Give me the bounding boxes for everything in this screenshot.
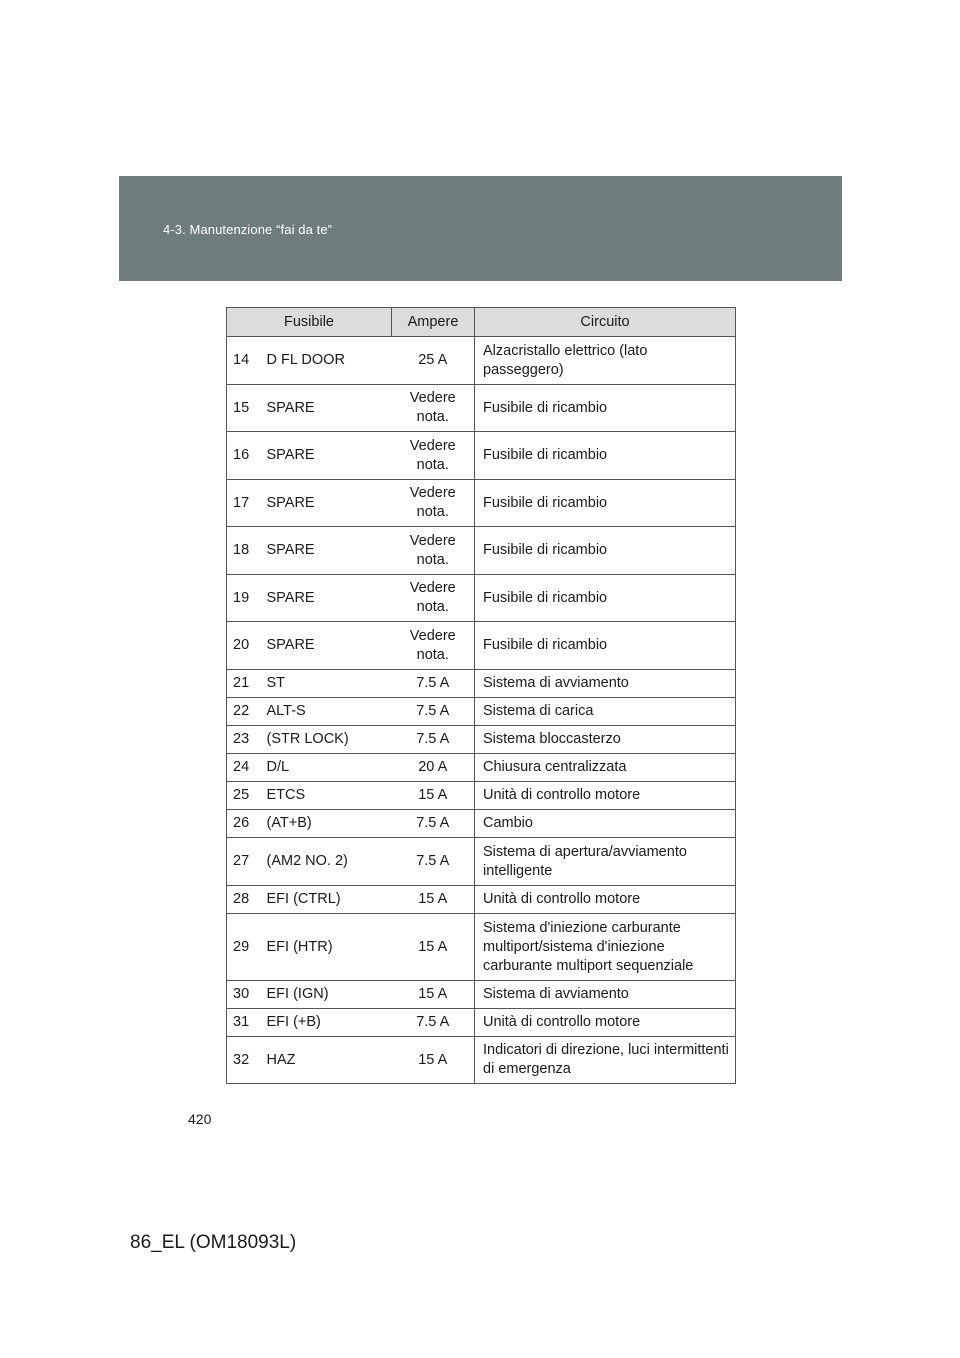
fuse-number-cell: 29 [227, 914, 263, 981]
fuse-name-cell: SPARE [263, 622, 392, 670]
fuse-name-cell: ALT-S [263, 698, 392, 726]
circuit-cell: Cambio [475, 810, 736, 838]
column-header-fusibile: Fusibile [227, 308, 392, 337]
fuse-name-cell: ETCS [263, 782, 392, 810]
table-row [227, 337, 736, 385]
table-row [227, 670, 736, 698]
fuse-number-cell: 24 [227, 754, 263, 782]
ampere-cell: 15 A [392, 981, 475, 1009]
ampere-cell: 20 A [392, 754, 475, 782]
table-row [227, 981, 736, 1009]
table-row [227, 838, 736, 886]
circuit-cell: Sistema di avviamento [475, 670, 736, 698]
ampere-cell: Vedere nota. [392, 527, 475, 575]
circuit-cell: Fusibile di ricambio [475, 622, 736, 670]
column-header-circuito: Circuito [475, 308, 736, 337]
ampere-cell: 15 A [392, 886, 475, 914]
circuit-cell: Sistema bloccasterzo [475, 726, 736, 754]
fuse-number-cell: 27 [227, 838, 263, 886]
table-row [227, 1037, 736, 1084]
table-row [227, 782, 736, 810]
fuse-name-cell: D FL DOOR [263, 337, 392, 385]
circuit-cell: Sistema di carica [475, 698, 736, 726]
circuit-cell: Alzacristallo elettrico (lato passeggero) [475, 337, 736, 385]
table-row [227, 432, 736, 480]
table-header-row [227, 308, 736, 337]
table-row [227, 886, 736, 914]
fuse-name-cell: SPARE [263, 480, 392, 527]
table-row [227, 1009, 736, 1037]
circuit-cell: Fusibile di ricambio [475, 480, 736, 527]
fuse-number-cell: 18 [227, 527, 263, 575]
fuse-number-cell: 23 [227, 726, 263, 754]
ampere-cell: 7.5 A [392, 698, 475, 726]
ampere-cell: 25 A [392, 337, 475, 385]
circuit-cell: Sistema di avviamento [475, 981, 736, 1009]
fuse-name-cell: EFI (+B) [263, 1009, 392, 1037]
circuit-cell: Unità di controllo motore [475, 886, 736, 914]
fuse-name-cell: EFI (CTRL) [263, 886, 392, 914]
circuit-cell: Sistema di apertura/avviamento intelligente [475, 838, 736, 886]
fuse-number-cell: 26 [227, 810, 263, 838]
ampere-cell: 7.5 A [392, 1009, 475, 1037]
table-row [227, 622, 736, 670]
section-header-band [119, 176, 842, 281]
ampere-cell: Vedere nota. [392, 575, 475, 622]
ampere-cell: 15 A [392, 914, 475, 981]
circuit-cell: Fusibile di ricambio [475, 575, 736, 622]
table-row [227, 527, 736, 575]
circuit-cell: Indicatori di direzione, luci intermittenti di emergenza [475, 1037, 736, 1084]
table-row [227, 698, 736, 726]
fuse-name-cell: SPARE [263, 575, 392, 622]
ampere-cell: 7.5 A [392, 810, 475, 838]
section-title: 4-3. Manutenzione “fai da te” [163, 222, 333, 237]
fuse-number-cell: 14 [227, 337, 263, 385]
table-body [227, 337, 736, 1084]
table-row [227, 726, 736, 754]
ampere-cell: 7.5 A [392, 670, 475, 698]
fuse-name-cell: ST [263, 670, 392, 698]
ampere-cell: 7.5 A [392, 838, 475, 886]
fuse-number-cell: 21 [227, 670, 263, 698]
fuse-number-cell: 30 [227, 981, 263, 1009]
circuit-cell: Unità di controllo motore [475, 782, 736, 810]
circuit-cell: Sistema d'iniezione carburante multiport/sistema d'iniezione carburante multiport sequenziale [475, 914, 736, 981]
fuse-name-cell: SPARE [263, 385, 392, 432]
fuse-number-cell: 28 [227, 886, 263, 914]
fuse-number-cell: 31 [227, 1009, 263, 1037]
circuit-cell: Fusibile di ricambio [475, 432, 736, 480]
fuse-number-cell: 22 [227, 698, 263, 726]
table-row [227, 914, 736, 981]
ampere-cell: 7.5 A [392, 726, 475, 754]
ampere-cell: Vedere nota. [392, 385, 475, 432]
fuse-name-cell: (AM2 NO. 2) [263, 838, 392, 886]
ampere-cell: 15 A [392, 1037, 475, 1084]
document-code: 86_EL (OM18093L) [130, 1232, 297, 1253]
fuse-number-cell: 15 [227, 385, 263, 432]
fuse-number-cell: 32 [227, 1037, 263, 1084]
table-row [227, 385, 736, 432]
circuit-cell: Fusibile di ricambio [475, 527, 736, 575]
fuse-name-cell: EFI (IGN) [263, 981, 392, 1009]
page-number: 420 [188, 1111, 212, 1127]
circuit-cell: Unità di controllo motore [475, 1009, 736, 1037]
fuse-name-cell: HAZ [263, 1037, 392, 1084]
fuse-name-cell: SPARE [263, 432, 392, 480]
ampere-cell: 15 A [392, 782, 475, 810]
fuse-table [226, 307, 736, 1084]
fuse-name-cell: D/L [263, 754, 392, 782]
fuse-name-cell: SPARE [263, 527, 392, 575]
table-row [227, 810, 736, 838]
table-row [227, 754, 736, 782]
fuse-name-cell: EFI (HTR) [263, 914, 392, 981]
column-header-ampere: Ampere [392, 308, 475, 337]
fuse-number-cell: 17 [227, 480, 263, 527]
table-row [227, 575, 736, 622]
fuse-number-cell: 19 [227, 575, 263, 622]
circuit-cell: Chiusura centralizzata [475, 754, 736, 782]
ampere-cell: Vedere nota. [392, 622, 475, 670]
fuse-number-cell: 16 [227, 432, 263, 480]
circuit-cell: Fusibile di ricambio [475, 385, 736, 432]
table-row [227, 480, 736, 527]
fuse-name-cell: (AT+B) [263, 810, 392, 838]
fuse-number-cell: 25 [227, 782, 263, 810]
ampere-cell: Vedere nota. [392, 432, 475, 480]
fuse-number-cell: 20 [227, 622, 263, 670]
ampere-cell: Vedere nota. [392, 480, 475, 527]
fuse-name-cell: (STR LOCK) [263, 726, 392, 754]
